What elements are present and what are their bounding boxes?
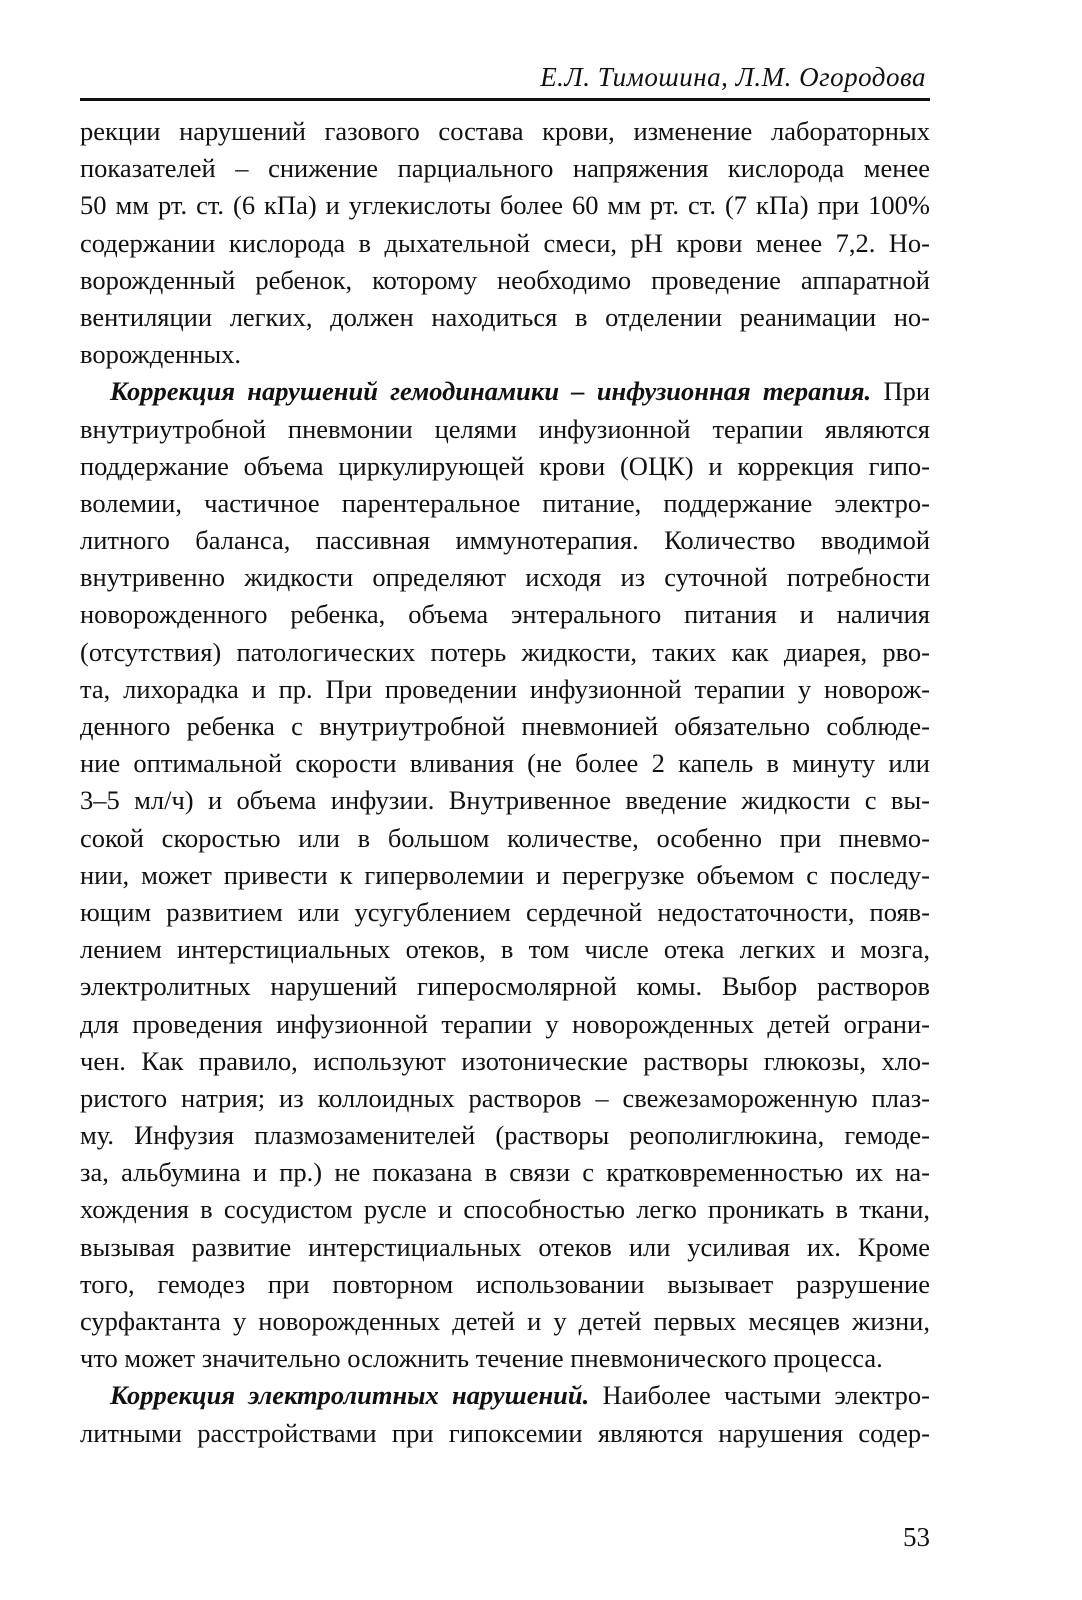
text-line: содержании кислорода в дыхательной смеси, pH крови менее 7,2. Но- [80,227,930,258]
text-line: вентиляции легких, должен находиться в отделении реанимации но- [80,301,930,332]
text-run: Наиболее частыми электро- [602,1380,931,1411]
text-line: ворожденный ребенок, которому необходимо проведение аппаратной [80,264,930,295]
text-line: чен. Как правило, используют изотонические растворы глюкозы, хло- [80,1045,930,1076]
text-line: ющим развитием или усугублением сердечной недостаточности, появ- [80,896,930,927]
text-line: внутривенно жидкости определяют исходя из суточной потребности [80,562,930,593]
text-line: литного баланса, пассивная иммунотерапия. Количество вводимой [80,525,930,556]
text-line: нии, может привести к гиперволемии и перегрузке объемом с последу- [80,859,930,890]
text-line: 3–5 мл/ч) и объема инфузии. Внутривенное введение жидкости с вы- [80,785,930,816]
text-line: сокой скоростью или в большом количестве, особенно при пневмо- [80,822,930,853]
text-line: хождения в сосудистом русле и способностью легко проникать в ткани, [80,1194,930,1225]
text-line: внутриутробной пневмонии целями инфузионной терапии являются [80,413,930,444]
page-header [80,58,930,101]
text-line: для проведения инфузионной терапии у новорожденных детей ограни- [80,1008,930,1039]
text-line: ристого натрия; из коллоидных растворов – свежезамороженную плаз- [80,1082,930,1113]
paragraph-3 [80,1377,930,1451]
section-heading-electrolytes: Коррекция электролитных нарушений. [110,1380,590,1411]
text-line: новорожденного ребенка, объема энтерального питания и наличия [80,599,930,630]
text-line: рекции нарушений газового состава крови, изменение лабораторных [80,116,930,146]
paragraph-first-line [80,1377,930,1414]
section-heading-hemodynamics: Коррекция нарушений гемодинамики – инфузионная терапия. [110,376,872,407]
text-line: му. Инфузия плазмозаменителей (растворы реополиглюкина, гемоде- [80,1120,930,1151]
text-line: ворожденных. [80,339,242,370]
text-line: литными расстройствами при гипоксемии являются нарушения содер- [80,1417,930,1448]
body-text [80,113,930,1452]
text-line: денного ребенка с внутриутробной пневмонией обязательно соблюде- [80,711,930,741]
text-line: что может значительно осложнить течение пневмонического процесса. [80,1343,883,1374]
text-line: сурфактанта у новорожденных детей и у детей первых месяцев жизни, [80,1306,930,1336]
text-line: лением интерстициальных отеков, в том числе отека легких и мозга, [80,934,930,965]
text-line: электролитных нарушений гиперосмолярной комы. Выбор растворов [80,971,930,1002]
text-line: вызывая развитие интерстициальных отеков или усиливая их. Кроме [80,1231,930,1262]
text-line: за, альбумина и пр.) не показана в связи с кратковременностью их на- [80,1157,930,1188]
text-run: При [883,376,931,407]
text-line: поддержание объема циркулирующей крови (ОЦК) и коррекция гипо- [80,450,930,481]
text-line: та, лихорадка и пр. При проведении инфузионной терапии у новорож- [80,673,930,704]
paragraph-2 [80,373,930,1377]
running-header-authors: Е.Л. Тимошина, Л.М. Огородова [540,62,926,92]
paragraph-first-line [80,373,930,410]
text-line: того, гемодез при повторном использовании вызывает разрушение [80,1268,930,1299]
page-number: 53 [903,1522,930,1552]
paragraph-1 [80,113,930,373]
text-line: ние оптимальной скорости вливания (не более 2 капель в минуту или [80,748,930,779]
text-line: показателей – снижение парциального напряжения кислорода менее [80,153,930,184]
text-line: (отсутствия) патологических потерь жидкости, таких как диарея, рво- [80,636,930,667]
text-line: волемии, частичное парентеральное питание, поддержание электро- [80,487,930,518]
text-line: 50 мм рт. ст. (6 кПа) и углекислоты более 60 мм рт. ст. (7 кПа) при 100% [80,190,930,221]
